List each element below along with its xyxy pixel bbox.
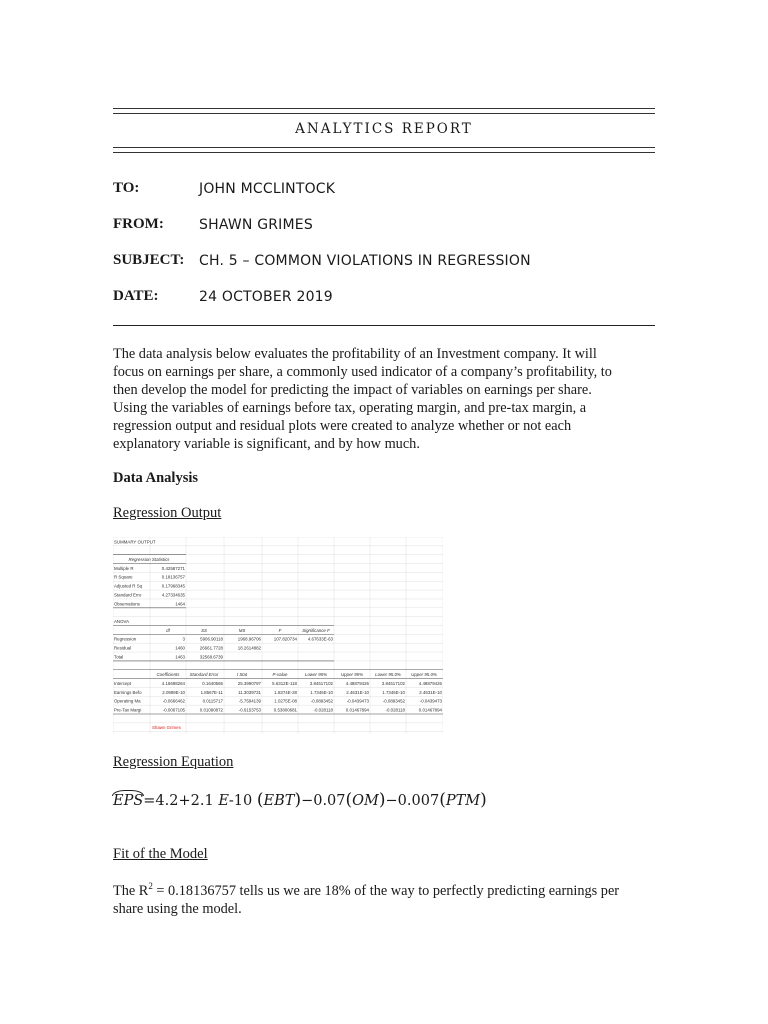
fit-of-model-heading: Fit of the Model [113, 846, 208, 862]
subject-value: CH. 5 – COMMON VIOLATIONS IN REGRESSION [199, 253, 531, 269]
from-value: SHAWN GRIMES [199, 217, 313, 233]
anova-cell: 26661.7728 [199, 645, 223, 651]
coef-cell: 1.8374E-28 [274, 689, 297, 695]
to-label: TO: [113, 180, 140, 196]
top-double-rule [113, 108, 655, 114]
eq-ptm: PTM [445, 793, 481, 809]
anova-title: ANOVA [114, 618, 130, 624]
coef-cell: 1.7346E-10 [382, 689, 405, 695]
spreadsheet-svg [113, 537, 443, 734]
reg-stat-label: Multiple R [114, 565, 134, 571]
anova-cell: 4.67633E-63 [307, 636, 333, 642]
anova-header-cell: df [166, 627, 170, 633]
anova-cell: 5906.90118 [200, 636, 223, 642]
anova-cell: 1463 [175, 654, 185, 660]
data-analysis-heading: Data Analysis [113, 470, 199, 486]
coef-cell: 4.16698264 [161, 680, 185, 686]
coef-cell: 0.01090872 [199, 707, 223, 713]
r-squared-superscript: 2 [148, 881, 153, 892]
fit-line-2: share using the model. [113, 901, 242, 917]
header-divider [113, 325, 655, 326]
coef-cell: 0.01467894 [345, 707, 369, 713]
intro-line: then develop the model for predicting the impact of variables on earnings per share. [113, 382, 592, 398]
coef-header-cell: Lower 95% [305, 672, 327, 678]
anova-cell: 1968.96706 [237, 636, 261, 642]
eq-e-term: E [218, 793, 229, 809]
coef-header-cell: t Stat [236, 672, 248, 678]
coef-cell: -0.0439473 [346, 698, 369, 704]
coef-cell: -0.0439473 [419, 698, 442, 704]
intro-line: explanatory variable is significant, and by how much. [113, 436, 420, 452]
anova-header-cell: F [278, 627, 282, 633]
coef-cell: 4.48879426 [345, 680, 369, 686]
reg-stat-label: Standard Erro [114, 592, 142, 598]
subject-label: SUBJECT: [113, 252, 185, 268]
date-label: DATE: [113, 288, 159, 304]
coef-cell: 1.0275E-08 [274, 698, 297, 704]
coef-row-label: Operating Ma [114, 698, 141, 704]
anova-row-label: Regression [114, 636, 137, 642]
regression-output-spreadsheet [113, 537, 443, 734]
anova-cell: 3 [182, 636, 185, 642]
regression-equation-heading: Regression Equation [113, 754, 234, 770]
coef-cell: 2.0989E-10 [162, 689, 185, 695]
intro-paragraph [113, 345, 658, 453]
coef-cell: -0.0893452 [382, 698, 405, 704]
coef-row-label: Pre-Tax Margi [114, 707, 142, 713]
anova-header-cell: SS [201, 627, 207, 633]
coef-cell: 1.8567E-11 [200, 689, 223, 695]
reg-stat-label: R Square [114, 574, 133, 580]
eps-hat-symbol: EPS [113, 793, 144, 809]
anova-cell: 1460 [175, 645, 185, 651]
coef-cell: -0.028118 [385, 707, 405, 713]
report-title: ANALYTICS REPORT [295, 121, 473, 137]
to-value: JOHN MCCLINTOCK [199, 181, 336, 197]
anova-row-label: Total [114, 654, 124, 660]
eq-om: OM [352, 793, 379, 809]
coef-cell: 2.4631E-10 [419, 689, 442, 695]
coef-header-cell: Coefficients [156, 672, 180, 678]
coef-cell: -0.0067105 [162, 707, 185, 713]
coef-header-cell: P-value [272, 672, 288, 678]
reg-stat-value: 0.17968345 [161, 583, 185, 589]
spreadsheet-signature: Shawn Grimes [152, 725, 181, 731]
coef-header-cell: Upper 95% [341, 672, 363, 678]
anova-cell: 32568.6739 [199, 654, 223, 660]
coef-cell: -0.6153753 [238, 707, 261, 713]
anova-row-label: Residual [114, 645, 132, 651]
coef-cell: 1.7346E-10 [310, 689, 333, 695]
eq-ebt: EBT [263, 793, 295, 809]
date-value: 24 OCTOBER 2019 [199, 289, 333, 305]
reg-stat-value: 0.42587271 [161, 565, 185, 571]
intro-line: The data analysis below evaluates the profitability of an Investment company. It will [113, 346, 597, 362]
coef-cell: 3.84517102 [309, 680, 333, 686]
coef-cell: 0.53800681 [273, 707, 297, 713]
reg-stat-value: 4.27334635 [161, 592, 185, 598]
eq-part-d: −0.007 [385, 793, 440, 809]
coef-row-label: Earnings Befo [114, 689, 142, 695]
regression-output-heading: Regression Output [113, 505, 222, 521]
anova-cell: 107.820734 [273, 636, 297, 642]
summary-output-title: SUMMARY OUTPUT [114, 539, 156, 545]
coef-header-cell: Lower 95.0% [375, 672, 401, 678]
regression-equation: EPS=4.2+2.1 E-10 (EBT)−0.07(OM)−0.007(PTM) [113, 790, 487, 810]
coef-cell: 2.4631E-10 [346, 689, 369, 695]
coef-header-cell: Upper 95.0% [411, 672, 437, 678]
coef-cell: 3.84517102 [381, 680, 405, 686]
reg-stat-value: 1464 [175, 601, 185, 607]
coef-cell: 4.48879426 [418, 680, 442, 686]
eq-part-c: −0.07 [301, 793, 346, 809]
fit-text-a: The R [113, 883, 149, 899]
anova-cell: 18.2614882 [237, 645, 261, 651]
intro-line: focus on earnings per share, a commonly used indicator of a company’s profitability, to [113, 364, 612, 380]
reg-stat-label: Observations [114, 601, 140, 607]
coef-cell: 0.01467894 [418, 707, 442, 713]
fit-text-b: = 0.18136757 tells us we are 18% of the way to perfectly predicting earnings per [152, 883, 620, 899]
coef-cell: -5.7594139 [238, 698, 261, 704]
coef-cell: 25.3990797 [237, 680, 261, 686]
eq-part-b: -10 [228, 793, 253, 809]
coef-cell: 0.1640565 [202, 680, 223, 686]
coef-cell: -0.028118 [313, 707, 333, 713]
coef-cell: -0.0893452 [310, 698, 333, 704]
anova-header-cell: Significance F [302, 627, 330, 633]
reg-stats-title: Regression Statistics [128, 557, 170, 562]
coef-cell: 0.0115717 [202, 698, 223, 704]
reg-stat-value: 0.18136757 [161, 574, 185, 580]
coef-cell: 11.3039731 [238, 689, 261, 695]
anova-header-cell: MS [238, 627, 246, 633]
from-label: FROM: [113, 216, 164, 232]
reg-stat-label: Adjusted R Sq [114, 583, 143, 589]
coef-cell: -0.0666462 [162, 698, 185, 704]
fit-line-1 [113, 882, 658, 900]
eq-part-a: =4.2+2.1 [143, 793, 214, 809]
intro-line: regression output and residual plots were created to analyze whether or not each [113, 418, 572, 434]
title-double-rule [113, 147, 655, 153]
coef-header-cell: Standard Error [189, 672, 219, 678]
fit-paragraph [113, 882, 658, 918]
coef-row-label: Intercept [114, 680, 132, 686]
coef-cell: 5.6312E-118 [272, 680, 297, 686]
intro-line: Using the variables of earnings before tax, operating margin, and pre-tax margin, a [113, 400, 587, 416]
